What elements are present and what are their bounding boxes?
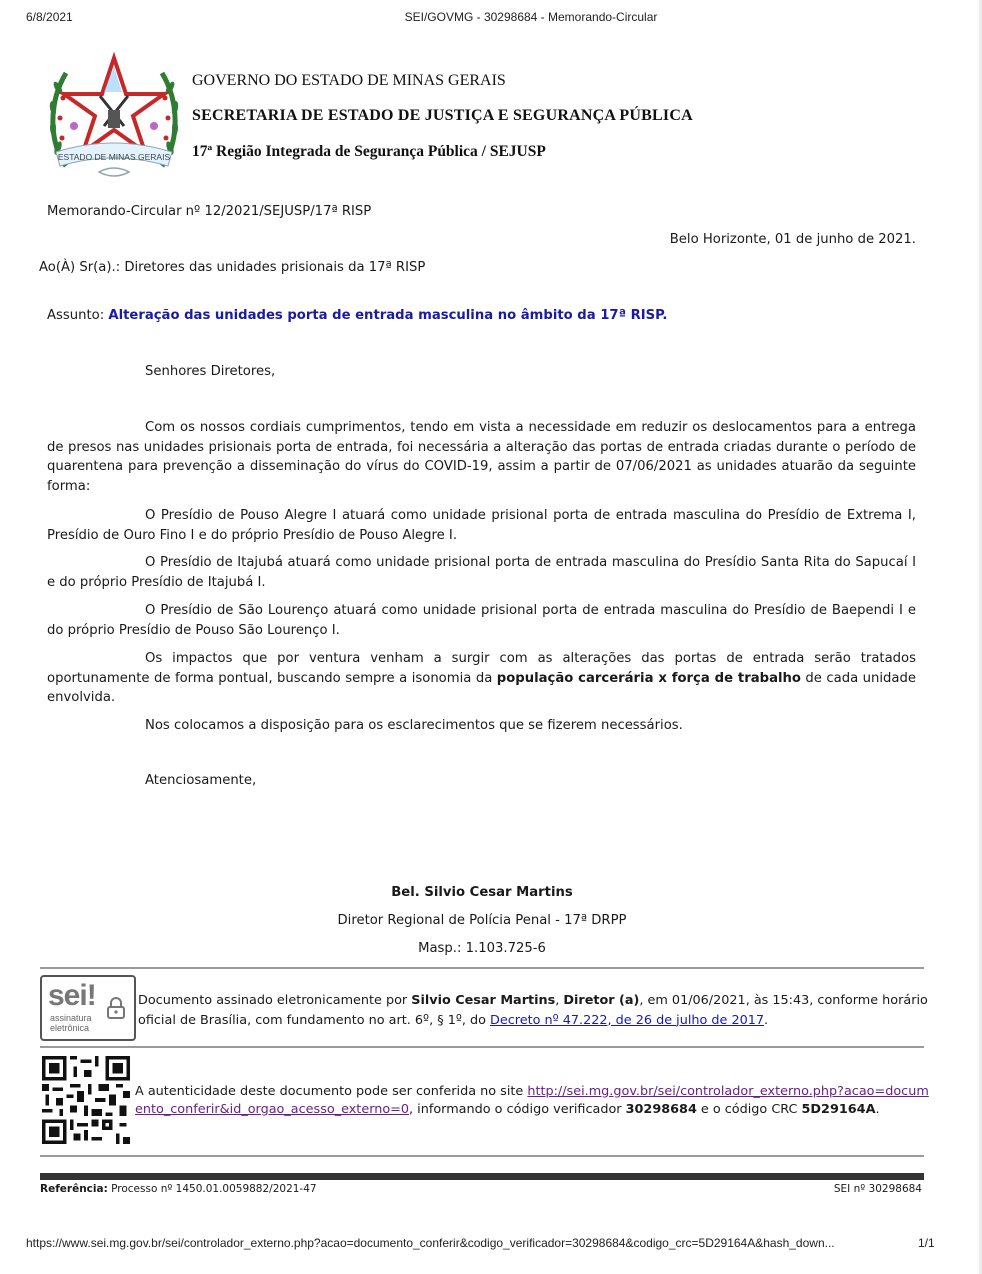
sei-number: SEI nº 30298684	[833, 1183, 922, 1195]
qr-code-icon	[42, 1056, 130, 1144]
authenticity-statement: A autenticidade deste documento pode ser conferida no site http://sei.mg.gov.br/sei/controlador_externo.php?acao=documento_conferir&id_orgao_acesso_externo=0, informando o código verificador 30298684 e o código CRC 5D29164A.	[135, 1084, 929, 1117]
divider	[40, 967, 924, 969]
sei-signature-logo	[40, 975, 136, 1041]
subject-text: Alteração das unidades porta de entrada masculina no âmbito da 17ª RISP.	[108, 308, 668, 323]
memo-subject	[47, 308, 667, 323]
svg-text:ESTADO DE MINAS GERAIS: ESTADO DE MINAS GERAIS	[57, 152, 171, 162]
decree-link[interactable]: Decreto nº 47.222, de 26 de julho de 2017	[490, 1012, 765, 1028]
print-date: 6/8/2021	[26, 10, 73, 24]
subject-label: Assunto:	[47, 308, 109, 323]
closing: Atenciosamente,	[145, 773, 257, 788]
bold-emphasis: população carcerária x força de trabalho	[496, 670, 801, 686]
sei-logo-subtitle: assinatura eletrônica	[50, 1013, 92, 1033]
reference-divider	[40, 1173, 924, 1180]
signer-name: Bel. Silvio Cesar Martins	[391, 885, 573, 900]
paragraph-sao-lourenco: O Presídio de São Lourenço atuará como unidade prisional porta de entrada masculina do Presídio de Baependi I e do próprio Presídio de Pouso São Lourenço I.	[47, 603, 916, 638]
divider	[40, 1046, 924, 1048]
paragraph-impacts: Os impactos que por ventura venham a surgir com as alterações das portas de entrada serão tratados oportunamente de forma pontual, buscando sempre a isonomia da população carcerária x força de trabalho de cada unidade envolvida.	[47, 651, 916, 705]
print-title: SEI/GOVMG - 30298684 - Memorando-Circular	[404, 10, 658, 24]
divider	[40, 1155, 924, 1157]
paragraph-pouso-alegre: O Presídio de Pouso Alegre I atuará como unidade prisional porta de entrada masculina do Presídio de Extrema I, Presídio de Ouro Fino I e do próprio Presídio de Pouso Alegre I.	[47, 508, 916, 543]
paragraph-availability: Nos colocamos a disposição para os esclarecimentos que se fizerem necessários.	[145, 718, 683, 733]
paragraph-itajuba: O Presídio de Itajubá atuará como unidade prisional porta de entrada masculina do Presídio Santa Rita do Sapucaí I e do próprio Presídio de Itajubá I.	[47, 555, 916, 590]
letterhead-region: 17ª Região Integrada de Segurança Pública / SEJUSP	[192, 143, 546, 160]
greeting: Senhores Diretores,	[145, 364, 276, 379]
signer-masp: Masp.: 1.103.725-6	[418, 941, 546, 956]
memo-recipient: Ao(À) Sr(a).: Diretores das unidades prisionais da 17ª RISP	[39, 260, 426, 275]
memo-number: Memorando-Circular nº 12/2021/SEJUSP/17ª RISP	[47, 204, 372, 219]
memo-date: Belo Horizonte, 01 de junho de 2021.	[669, 232, 916, 247]
print-url: https://www.sei.mg.gov.br/sei/controlador_externo.php?acao=documento_conferir&codigo_verificador=30298684&codigo_crc=5D29164A&hash_down...	[26, 1236, 835, 1250]
coat-of-arms-icon	[44, 48, 184, 184]
letterhead-government: GOVERNO DO ESTADO DE MINAS GERAIS	[192, 72, 506, 89]
crc-code: 5D29164A	[801, 1102, 876, 1117]
reference: Referência: Processo nº 1450.01.0059882/2021-47	[40, 1183, 317, 1195]
signer-role: Diretor Regional de Polícia Penal - 17ª DRPP	[337, 913, 627, 928]
paragraph-intro: Com os nossos cordiais cumprimentos, tendo em vista a necessidade em reduzir os deslocamentos para a entrega de presos nas unidades prisionais porta de entrada, foi necessária a alteração das portas de entrada criadas durante o período de quarentena para prevenção a disseminação do vírus do COVID-19, assim a partir de 07/06/2021 as unidades atuarão da seguinte forma:	[47, 420, 916, 494]
verification-link[interactable]: http://sei.mg.gov.br/sei/controlador_externo.php?acao=documento_conferir&id_orgao_acesso_externo=0	[135, 1084, 929, 1117]
lock-icon	[106, 997, 126, 1019]
page-number: 1/1	[918, 1236, 935, 1250]
verifier-code: 30298684	[625, 1102, 697, 1117]
sei-logo-word: sei!	[48, 979, 96, 1012]
signature-statement: Documento assinado eletronicamente por Silvio Cesar Martins, Diretor (a), em 01/06/2021, às 15:43, conforme horário oficial de Brasília, com fundamento no art. 6º, § 1º, do Decreto nº 47.222, de 26 de julho de 2017.	[138, 993, 928, 1028]
letterhead-secretariat: SECRETARIA DE ESTADO DE JUSTIÇA E SEGURANÇA PÚBLICA	[192, 107, 693, 124]
